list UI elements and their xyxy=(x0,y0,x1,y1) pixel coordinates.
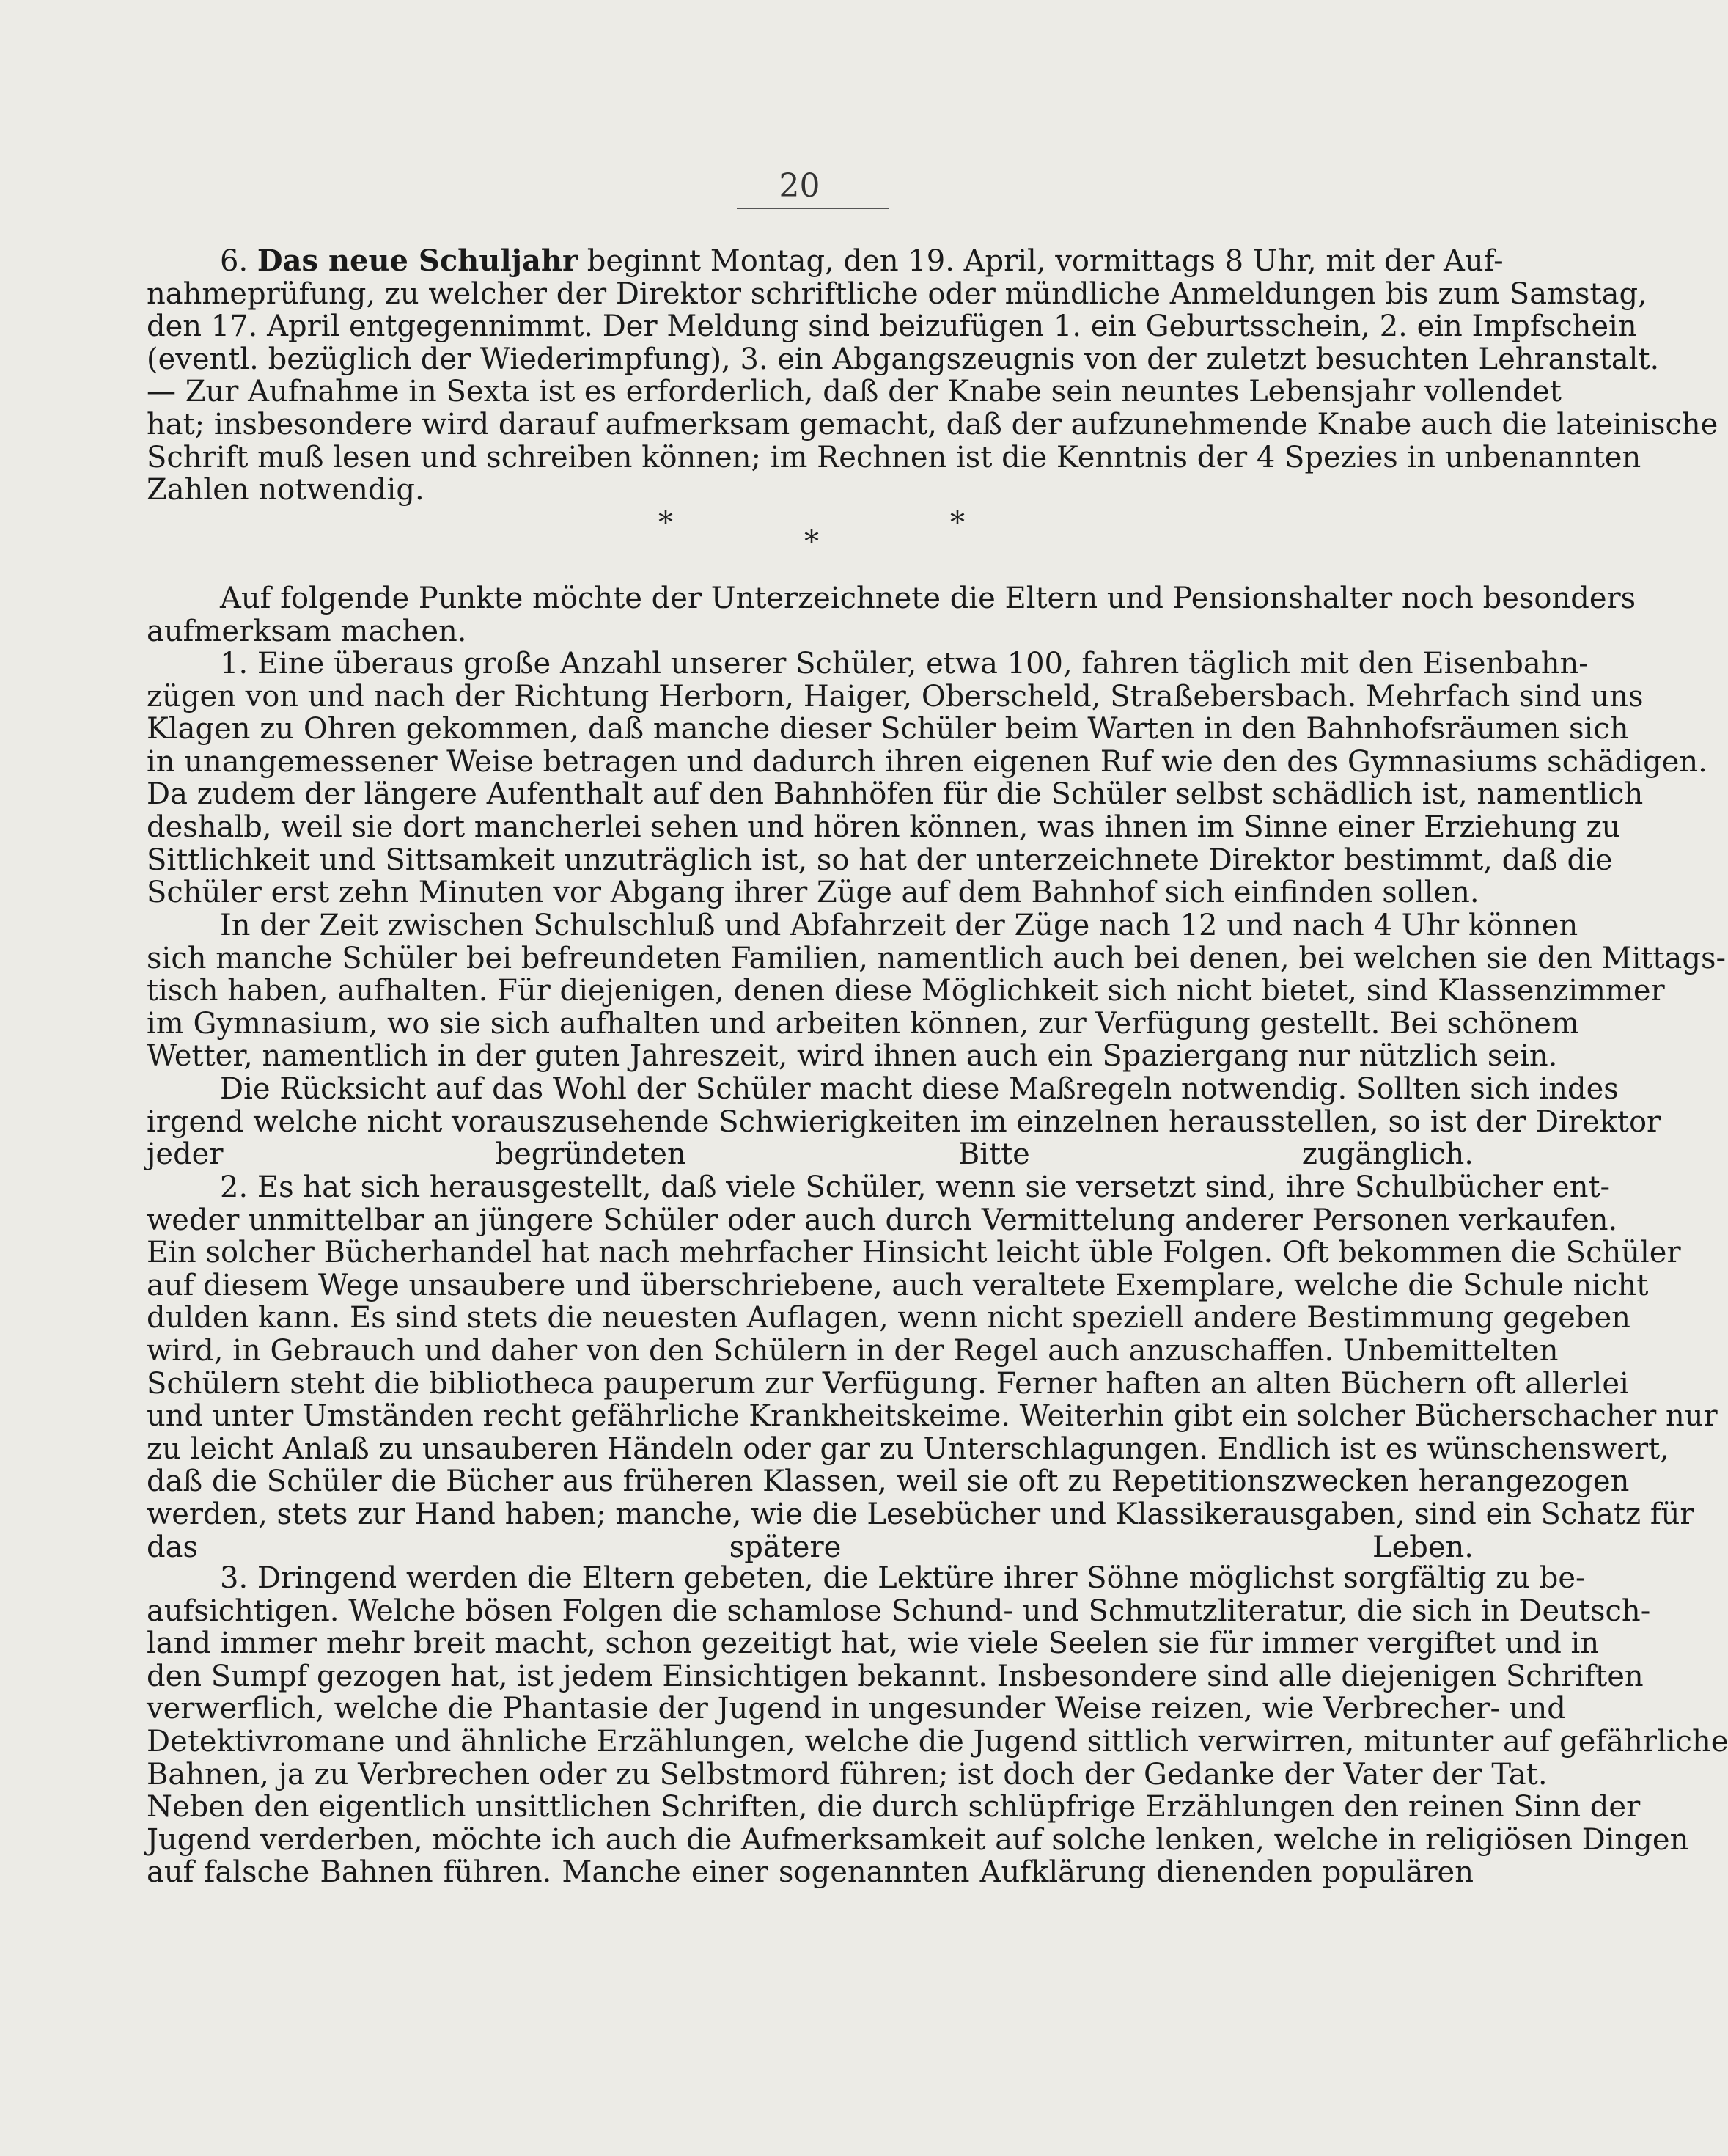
page-number: 20 xyxy=(779,167,820,205)
page-number-rule xyxy=(737,208,889,209)
point-1 xyxy=(147,647,1707,910)
section-heading: Das neue Schuljahr xyxy=(257,243,578,278)
text-line: den Sumpf gezogen hat, ist jedem Einsichtigen bekannt. Insbesondere sind alle diejenigen Schriften xyxy=(147,1659,1644,1693)
text-line: Zahlen notwendig. xyxy=(147,473,424,507)
asterisk-divider xyxy=(0,506,1599,559)
text-line: Neben den eigentlich unsittlichen Schriften, die durch schlüpfrige Erzählungen den reinen Sinn der xyxy=(147,1790,1641,1825)
point-1-paragraph-2 xyxy=(147,909,1727,1074)
text-line: weder unmittelbar an jüngere Schüler oder auch durch Vermittelung anderer Personen verkaufen. xyxy=(147,1203,1618,1237)
text-line: Schrift muß lesen und schreiben können; im Rechnen ist die Kenntnis der 4 Spezies in unbenannten xyxy=(147,440,1641,474)
text-line: den 17. April entgegennimmt. Der Meldung sind beizufügen 1. ein Geburtsschein, 2. ein Impfschein xyxy=(147,309,1637,344)
intro-paragraph xyxy=(147,582,1636,648)
text-line: nahmeprüfung, zu welcher der Direktor schriftliche oder mündliche Anmeldungen bis zum Samstag, xyxy=(147,276,1647,311)
text-line: Auf folgende Punkte möchte der Unterzeichnete die Eltern und Pensionshalter noch besonders xyxy=(220,582,1636,615)
text-line: Ein solcher Bücherhandel hat nach mehrfacher Hinsicht leicht üble Folgen. Oft bekommen die Schüler xyxy=(147,1236,1681,1270)
text-line: In der Zeit zwischen Schulschluß und Abfahrzeit der Züge nach 12 und nach 4 Uhr können xyxy=(220,909,1578,942)
text-line: und unter Umständen recht gefährliche Krankheitskeime. Weiterhin gibt ein solcher Bücherschacher nur xyxy=(147,1399,1718,1434)
asterisk-left: * xyxy=(658,506,673,540)
text-line: im Gymnasium, wo sie sich aufhalten und arbeiten können, zur Verfügung gestellt. Bei schönem xyxy=(147,1006,1579,1041)
text-line: Die Rücksicht auf das Wohl der Schüler macht diese Maßregeln notwendig. Sollten sich indes xyxy=(220,1072,1619,1106)
text-line: Da zudem der längere Aufenthalt auf den Bahnhöfen für die Schüler selbst schädlich ist, namentlich xyxy=(147,777,1644,812)
text-line: dulden kann. Es sind stets die neuesten Auflagen, wenn nicht speziell andere Bestimmung gegeben xyxy=(147,1301,1630,1335)
text-line: zu leicht Anlaß zu unsauberen Händeln oder gar zu Unterschlagungen. Endlich ist es wünschenswert, xyxy=(147,1431,1669,1466)
text-line: Klagen zu Ohren gekommen, daß manche dieser Schüler beim Warten in den Bahnhofsräumen sich xyxy=(147,712,1629,747)
section-6 xyxy=(147,243,1718,507)
text-line: 1. Eine überaus große Anzahl unserer Schüler, etwa 100, fahren täglich mit den Eisenbahn- xyxy=(220,647,1589,681)
text-line: beginnt Montag, den 19. April, vormittags 8 Uhr, mit der Auf- xyxy=(587,244,1504,278)
text-line: verwerflich, welche die Phantasie der Jugend in ungesunder Weise reizen, wie Verbrecher- und xyxy=(147,1692,1566,1726)
text-line: hat; insbesondere wird darauf aufmerksam gemacht, daß der aufzunehmende Knabe auch die lateinische xyxy=(147,407,1718,441)
text-line: (eventl. bezüglich der Wiederimpfung), 3. ein Abgangszeugnis von der zuletzt besuchten Lehranstalt. xyxy=(147,342,1660,376)
text-line: Jugend verderben, möchte ich auch die Aufmerksamkeit auf solche lenken, welche in religiösen Dingen xyxy=(147,1822,1689,1857)
section-number: 6. xyxy=(220,244,249,278)
text-line: in unangemessener Weise betragen und dadurch ihren eigenen Ruf wie den des Gymnasiums schädigen. xyxy=(147,744,1707,779)
asterisk-right: * xyxy=(950,506,965,540)
text-line: daß die Schüler die Bücher aus früheren Klassen, weil sie oft zu Repetitionszwecken herangezogen xyxy=(147,1464,1630,1499)
text-line: 3. Dringend werden die Eltern gebeten, die Lektüre ihrer Söhne möglichst sorgfältig zu be- xyxy=(220,1561,1586,1595)
text-line: jeder begründeten Bitte zugänglich. xyxy=(147,1137,1474,1172)
text-line: das spätere Leben. xyxy=(147,1530,1474,1564)
text-line: Bahnen, ja zu Verbrechen oder zu Selbstmord führen; ist doch der Gedanke der Vater der Tat. xyxy=(147,1757,1548,1792)
point-2 xyxy=(147,1170,1718,1564)
point-3 xyxy=(147,1561,1728,1890)
section-6-first-line xyxy=(147,243,1504,278)
text-line: Detektivromane und ähnliche Erzählungen, welche die Jugend sittlich verwirren, mitunter auf gefährliche xyxy=(147,1724,1728,1759)
text-line: 2. Es hat sich herausgestellt, daß viele Schüler, wenn sie versetzt sind, ihre Schulbücher ent- xyxy=(220,1170,1611,1204)
text-line: — Zur Aufnahme in Sexta ist es erforderlich, daß der Knabe sein neuntes Lebensjahr vollendet xyxy=(147,375,1562,409)
asterisk-center: * xyxy=(804,525,819,559)
text-line: Sittlichkeit und Sittsamkeit unzuträglich ist, so hat der unterzeichnete Direktor bestimmt, daß die xyxy=(147,843,1613,877)
text-line: auf diesem Wege unsaubere und überschriebene, auch veraltete Exemplare, welche die Schule nicht xyxy=(147,1268,1649,1302)
text-line: Schüler erst zehn Minuten vor Abgang ihrer Züge auf dem Bahnhof sich einfinden sollen. xyxy=(147,876,1479,910)
text-line: deshalb, weil sie dort mancherlei sehen und hören können, was ihnen im Sinne einer Erziehung zu xyxy=(147,810,1621,844)
text-line: wird, in Gebrauch und daher von den Schülern in der Regel auch anzuschaffen. Unbemittelten xyxy=(147,1333,1559,1368)
text-line: land immer mehr breit macht, schon gezeitigt hat, wie viele Seelen sie für immer vergiftet und in xyxy=(147,1627,1600,1661)
text-line: irgend welche nicht vorauszusehende Schwierigkeiten im einzelnen herausstellen, so ist der Direktor xyxy=(147,1104,1661,1139)
text-line: werden, stets zur Hand haben; manche, wie die Lesebücher und Klassikerausgaben, sind ein Schatz für xyxy=(147,1497,1694,1531)
text-line: aufmerksam machen. xyxy=(147,614,467,648)
text-line: Wetter, namentlich in der guten Jahreszeit, wird ihnen auch ein Spaziergang nur nützlich sein. xyxy=(147,1039,1558,1074)
text-line: Schülern steht die bibliotheca pauperum zur Verfügung. Ferner haften an alten Büchern oft allerlei xyxy=(147,1366,1629,1401)
text-line: tisch haben, aufhalten. Für diejenigen, denen diese Möglichkeit sich nicht bietet, sind Klassenzimmer xyxy=(147,974,1665,1008)
point-1-paragraph-3 xyxy=(147,1072,1661,1172)
text-line: zügen von und nach der Richtung Herborn, Haiger, Oberscheld, Straßebersbach. Mehrfach sind uns xyxy=(147,679,1644,714)
text-line: sich manche Schüler bei befreundeten Familien, namentlich auch bei denen, bei welchen sie den Mittags- xyxy=(147,941,1727,975)
text-line: auf falsche Bahnen führen. Manche einer sogenannten Aufklärung dienenden populären xyxy=(147,1855,1474,1890)
text-line: aufsichtigen. Welche bösen Folgen die schamlose Schund- und Schmutzliteratur, die sich in Deutsch- xyxy=(147,1594,1651,1628)
